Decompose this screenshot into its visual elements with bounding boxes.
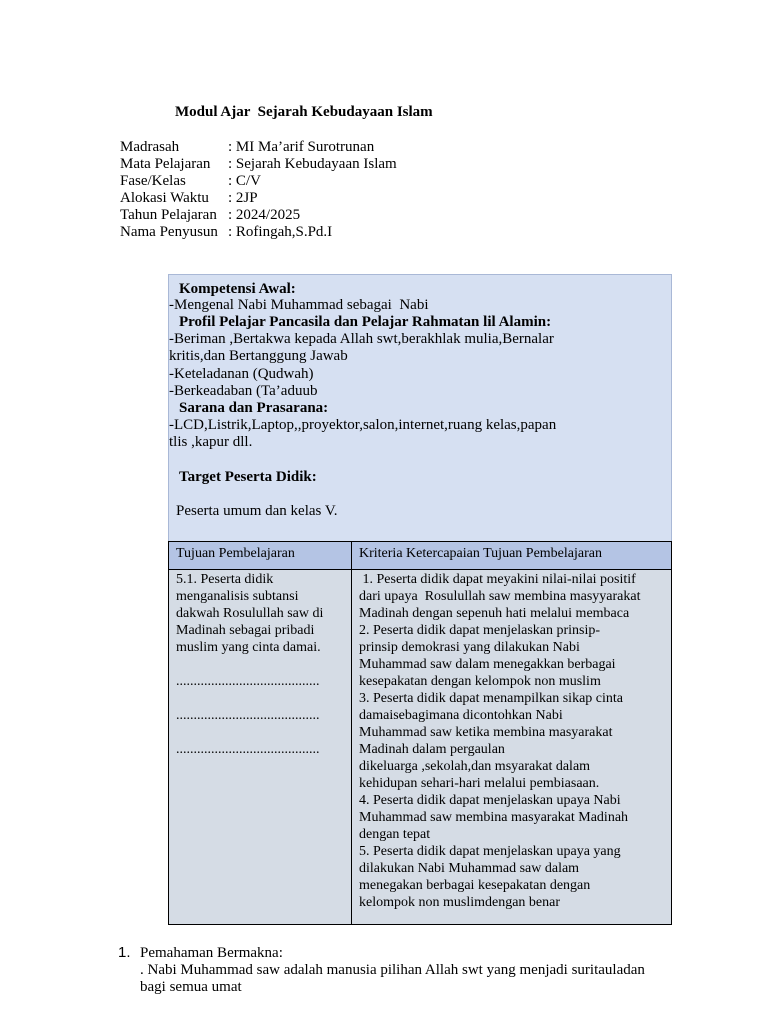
- table-header-kriteria: [351, 542, 671, 570]
- document-title: Modul Ajar Sejarah Kebudayaan Islam: [175, 104, 433, 120]
- meta-value: : 2JP: [228, 190, 258, 206]
- kriteria-line: dilakukan Nabi Muhammad saw dalam: [359, 861, 580, 876]
- meta-key: Mata Pelajaran: [120, 156, 211, 172]
- kriteria-line: kelompok non muslimdengan benar: [359, 895, 561, 910]
- kriteria-line: kehidupan sehari-hari melalui pembiasaan.: [359, 776, 600, 791]
- learning-objectives-table: [168, 541, 672, 925]
- kriteria-line: Muhammad saw membina masyarakat Madinah: [359, 810, 629, 825]
- list-item-text: . Nabi Muhammad saw adalah manusia pilihan Allah swt yang menjadi suritauladan: [140, 962, 645, 978]
- meta-row-tahun-pelajaran: [120, 207, 397, 224]
- kriteria-line: Madinah dengan sepenuh hati melalui membaca: [359, 606, 630, 621]
- kriteria-line: Muhammad saw dalam menegakkan berbagai: [359, 657, 616, 672]
- tujuan-line: menganalisis subtansi: [176, 589, 299, 604]
- profil-line: -Keteladanan (Qudwah): [169, 366, 314, 382]
- kriteria-line: 5. Peserta didik dapat menjelaskan upaya yang: [359, 844, 621, 859]
- tujuan-cell: [169, 570, 351, 924]
- meta-row-mata-pelajaran: [120, 156, 397, 173]
- kriteria-line: 3. Peserta didik dapat menampilkan sikap cinta: [359, 691, 623, 706]
- column-divider: [351, 542, 352, 924]
- list-item-text: bagi semua umat: [140, 979, 242, 995]
- meta-row-nama-penyusun: [120, 224, 397, 241]
- profil-line: -Beriman ,Bertakwa kepada Allah swt,berakhlak mulia,Bernalar: [169, 331, 554, 347]
- meta-key: Alokasi Waktu: [120, 190, 209, 206]
- tujuan-line: dakwah Rosulullah saw di: [176, 606, 324, 621]
- kriteria-line: dikeluarga ,sekolah,dan msyarakat dalam: [359, 759, 591, 774]
- info-box: [168, 274, 672, 542]
- meta-key: Nama Penyusun: [120, 224, 218, 240]
- kriteria-cell: [351, 570, 671, 924]
- header-label: Kriteria Ketercapaian Tujuan Pembelajaran: [359, 546, 602, 561]
- meta-row-fase-kelas: [120, 173, 397, 190]
- meta-key: Tahun Pelajaran: [120, 207, 217, 223]
- meta-key: Madrasah: [120, 139, 180, 155]
- meta-row-alokasi-waktu: [120, 190, 397, 207]
- tujuan-line: Madinah sebagai pribadi: [176, 623, 315, 638]
- kriteria-line: 2. Peserta didik dapat menjelaskan prinsip-: [359, 623, 601, 638]
- meta-value: : Sejarah Kebudayaan Islam: [228, 156, 397, 172]
- list-number: 1.: [118, 944, 131, 961]
- meta-value: : 2024/2025: [228, 207, 301, 223]
- tujuan-line: muslim yang cinta damai.: [176, 640, 321, 655]
- sarana-heading: Sarana dan Prasarana:: [179, 400, 329, 416]
- meta-value: : Rofingah,S.Pd.I: [228, 224, 333, 240]
- meta-key: Fase/Kelas: [120, 173, 186, 189]
- dotted-line: .........................................: [176, 742, 320, 757]
- profil-line: kritis,dan Bertanggung Jawab: [169, 348, 348, 364]
- meta-row-madrasah: [120, 139, 397, 156]
- kriteria-line: 1. Peserta didik dapat meyakini nilai-nilai positif: [359, 572, 636, 587]
- sarana-line: -LCD,Listrik,Laptop,,proyektor,salon,internet,ruang kelas,papan: [169, 417, 557, 433]
- kriteria-line: dari upaya Rosulullah saw membina masyyarakat: [359, 589, 641, 604]
- header-label: Tujuan Pembelajaran: [176, 546, 295, 561]
- kriteria-line: damaisebagimana dicontohkan Nabi: [359, 708, 563, 723]
- target-heading: Target Peserta Didik:: [179, 469, 317, 485]
- table-header-tujuan: [169, 542, 351, 570]
- kriteria-line: Madinah dalam pergaulan: [359, 742, 505, 757]
- dotted-line: .........................................: [176, 674, 320, 689]
- kriteria-line: 4. Peserta didik dapat menjelaskan upaya Nabi: [359, 793, 621, 808]
- kompetensi-text: -Mengenal Nabi Muhammad sebagai Nabi: [169, 297, 429, 313]
- profil-heading: Profil Pelajar Pancasila dan Pelajar Rahmatan lil Alamin:: [179, 314, 552, 330]
- meta-value: : MI Ma’arif Surotrunan: [228, 139, 375, 155]
- identity-section: [120, 139, 397, 241]
- dotted-line: .........................................: [176, 708, 320, 723]
- kriteria-line: Muhammad saw ketika membina masyarakat: [359, 725, 613, 740]
- meta-value: : C/V: [228, 173, 261, 189]
- kriteria-line: dengan tepat: [359, 827, 431, 842]
- kompetensi-heading: Kompetensi Awal:: [179, 281, 296, 297]
- kriteria-line: prinsip demokrasi yang dilakukan Nabi: [359, 640, 580, 655]
- kriteria-line: kesepakatan dengan kelompok non muslim: [359, 674, 601, 689]
- kriteria-line: menegakan berbagai kesepakatan dengan: [359, 878, 591, 893]
- list-item-heading: Pemahaman Bermakna:: [140, 945, 283, 961]
- sarana-line: tlis ,kapur dll.: [169, 434, 253, 450]
- target-text: Peserta umum dan kelas V.: [176, 503, 338, 519]
- profil-line: -Berkeadaban (Ta’aduub: [169, 383, 318, 399]
- tujuan-line: 5.1. Peserta didik: [176, 572, 274, 587]
